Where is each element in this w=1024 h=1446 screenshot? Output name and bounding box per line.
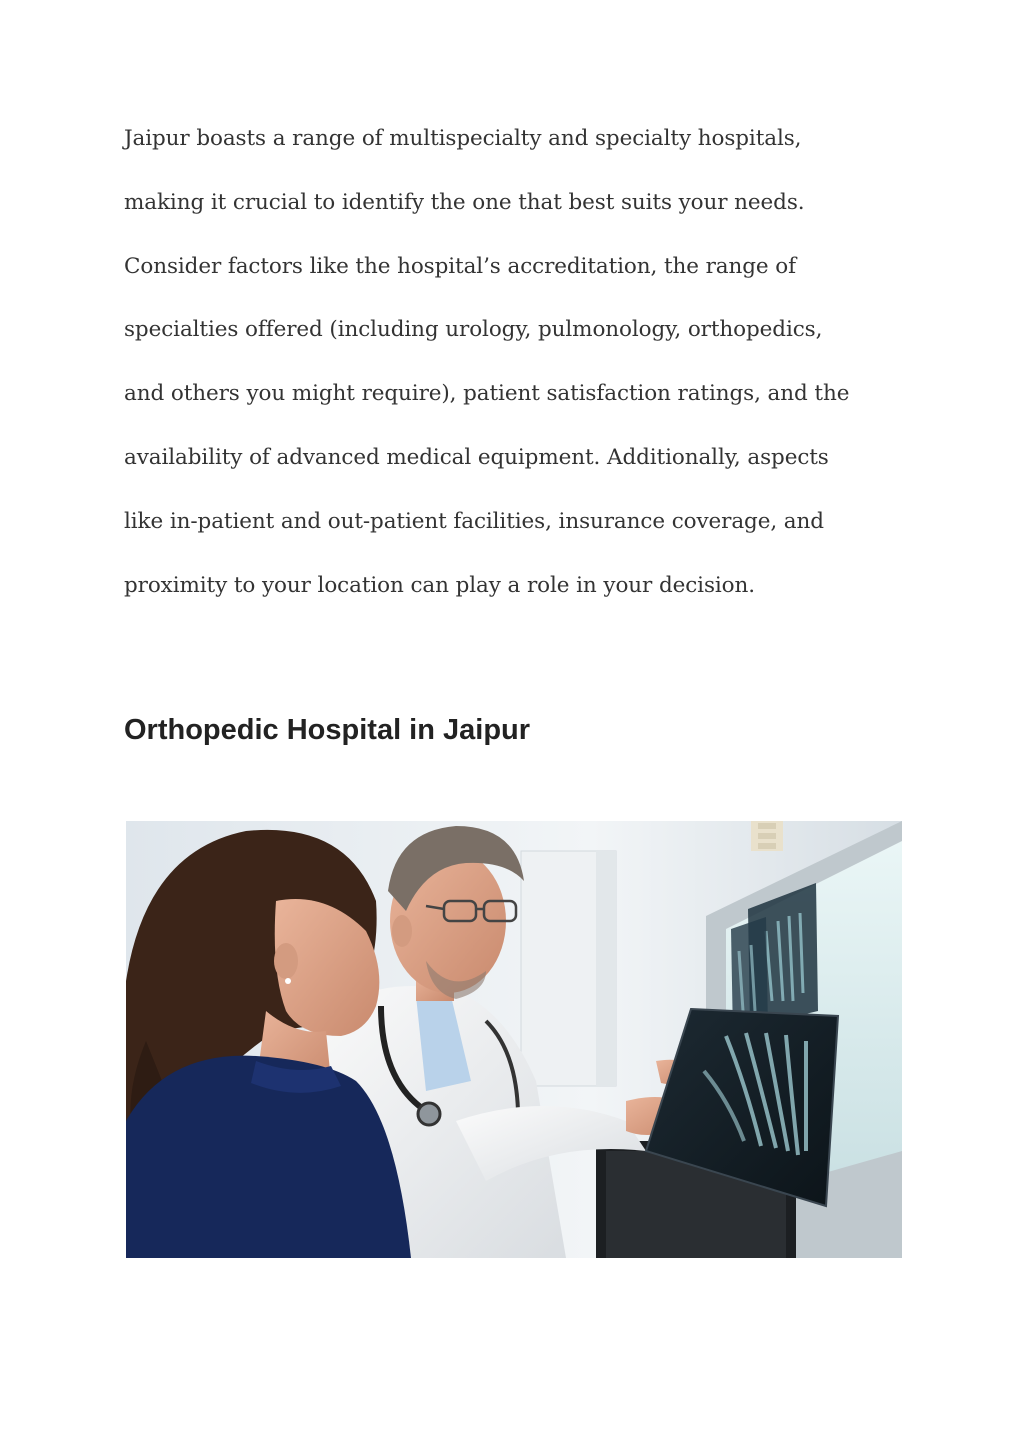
paragraph-line-8: proximity to your location can play a role in your decision.: [124, 573, 755, 598]
paragraph-line-7: like in-patient and out-patient facilities, insurance coverage, and: [124, 509, 824, 534]
paragraph-line-5: and others you might require), patient satisfaction ratings, and the: [124, 381, 850, 406]
paragraph-line-1: Jaipur boasts a range of multispecialty and specialty hospitals,: [124, 126, 802, 151]
doctor-xray-photo: [126, 821, 902, 1258]
section-heading: Orthopedic Hospital in Jaipur: [124, 714, 531, 746]
paragraph-line-4: specialties offered (including urology, pulmonology, orthopedics,: [124, 317, 823, 342]
paragraph-line-3: Consider factors like the hospital’s accreditation, the range of: [124, 254, 796, 279]
paragraph-line-2: making it crucial to identify the one that best suits your needs.: [124, 190, 805, 215]
paragraph-line-6: availability of advanced medical equipment. Additionally, aspects: [124, 445, 829, 470]
